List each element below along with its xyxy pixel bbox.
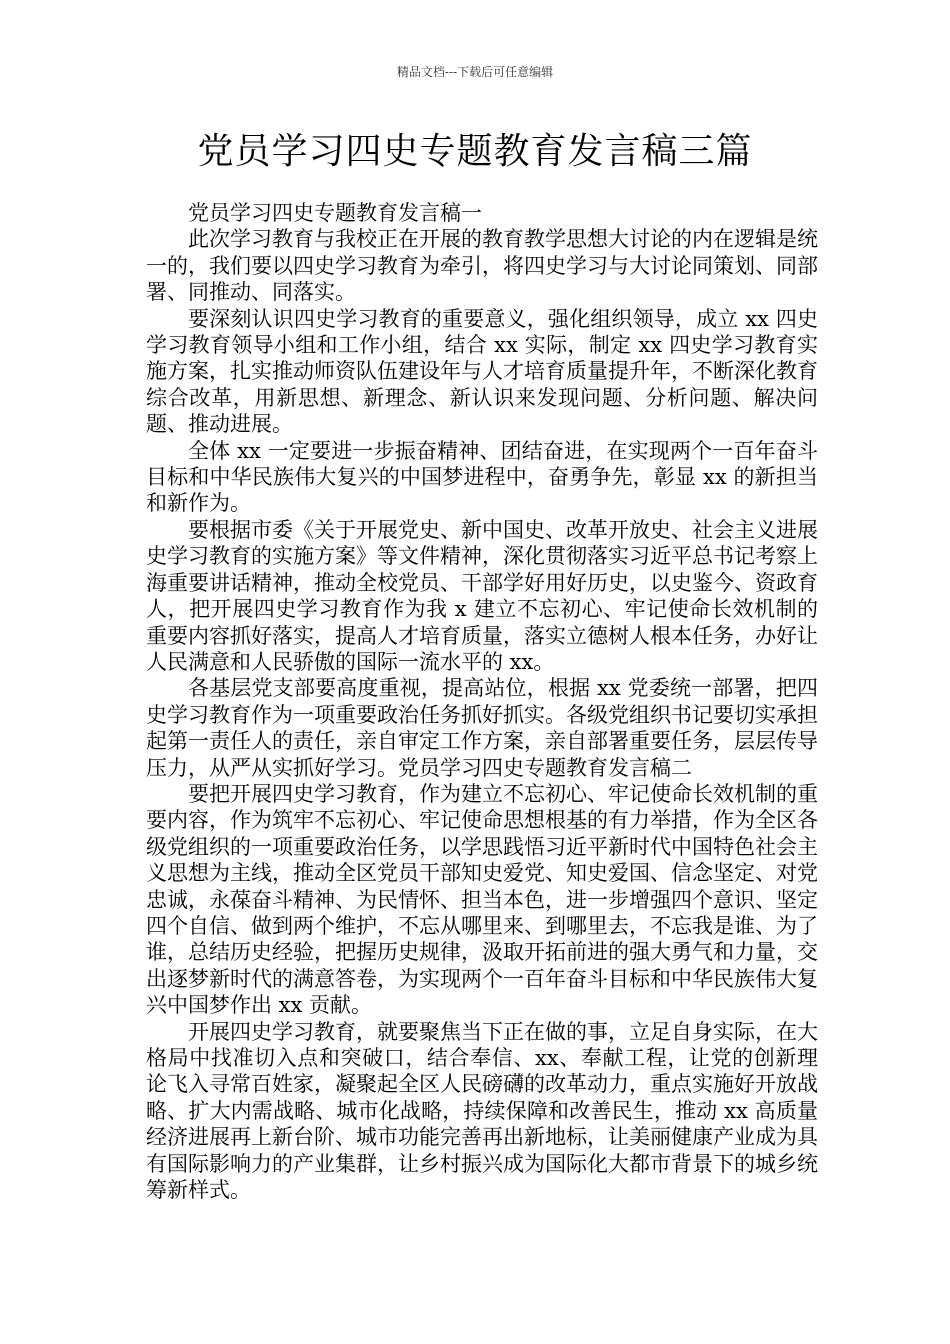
paragraph: 要深刻认识四史学习教育的重要意义，强化组织领导，成立 xx 四史学习教育领导小组和工作小组，结合 xx 实际，制定 xx 四史学习教育实施方案，扎实推动师资队伍建设年与人才培育质量提升年，不断深化教育综合改革，用新思想、新理念、新认识来发现问题、分析问题、解决问题、推动进展。 — [146, 306, 818, 437]
header-note: 精品文档---下载后可任意编辑 — [396, 65, 554, 79]
paragraph: 全体 xx 一定要进一步振奋精神、团结奋进，在实现两个一百年奋斗目标和中华民族伟大复兴的中国梦进程中，奋勇争先，彰显 xx 的新担当和新作为。 — [146, 438, 818, 516]
paragraph: 要根据市委《关于开展党史、新中国史、改革开放史、社会主义进展史学习教育的实施方案》等文件精神，深化贯彻落实习近平总书记考察上海重要讲话精神，推动全校党员、干部学好用好历史，以史鉴今、资政育人，把开展四史学习教育作为我 x 建立不忘初心、牢记使命长效机制的重要内容抓好落实，提高人才培育质量，落实立德树人根本任务，办好让人民满意和人民骄傲的国际一流水平的 xx。 — [146, 517, 818, 674]
paragraph: 要把开展四史学习教育，作为建立不忘初心、牢记使命长效机制的重要内容，作为筑牢不忘初心、牢记使命思想根基的有力举措，作为全区各级党组织的一项重要政治任务，以学思践悟习近平新时代中国特色社会主义思想为主线，推动全区党员干部知史爱党、知史爱国、信念坚定、对党忠诚，永葆奋斗精神、为民情怀、担当本色，进一步增强四个意识、坚定四个自信、做到两个维护，不忘从哪里来、到哪里去，不忘我是谁、为了谁，总结历史经验，把握历史规律，汲取开拓前进的强大勇气和力量，交出逐梦新时代的满意答卷，为实现两个一百年奋斗目标和中华民族伟大复兴中国梦作出 xx 贡献。 — [146, 781, 818, 1018]
document-title: 党员学习四史专题教育发言稿三篇 — [197, 131, 753, 172]
paragraph: 各基层党支部要高度重视，提高站位，根据 xx 党委统一部署，把四史学习教育作为一项重要政治任务抓好抓实。各级党组织书记要切实承担起第一责任人的责任，亲自审定工作方案，亲自部署重要任务，层层传导压力，从严从实抓好学习。党员学习四史专题教育发言稿二 — [146, 676, 818, 780]
paragraph: 此次学习教育与我校正在开展的教育教学思想大讨论的内在逻辑是统一的，我们要以四史学习教育为牵引，将四史学习与大讨论同策划、同部署、同推动、同落实。 — [146, 227, 818, 305]
paragraph: 开展四史学习教育，就要聚焦当下正在做的事，立足自身实际，在大格局中找准切入点和突破口，结合奉信、xx、奉献工程，让党的创新理论飞入寻常百姓家，凝聚起全区人民磅礴的改革动力，重点实施好开放战略、扩大内需战略、城市化战略，持续保障和改善民生，推动 xx 高质量经济进展再上新台阶、城市功能完善再出新地标，让美丽健康产业成为具有国际影响力的产业集群，让乡村振兴成为国际化大都市背景下的城乡统筹新样式。 — [146, 1019, 818, 1203]
paragraph-speech-one-heading: 党员学习四史专题教育发言稿一 — [188, 201, 482, 225]
document-body — [146, 200, 818, 1203]
